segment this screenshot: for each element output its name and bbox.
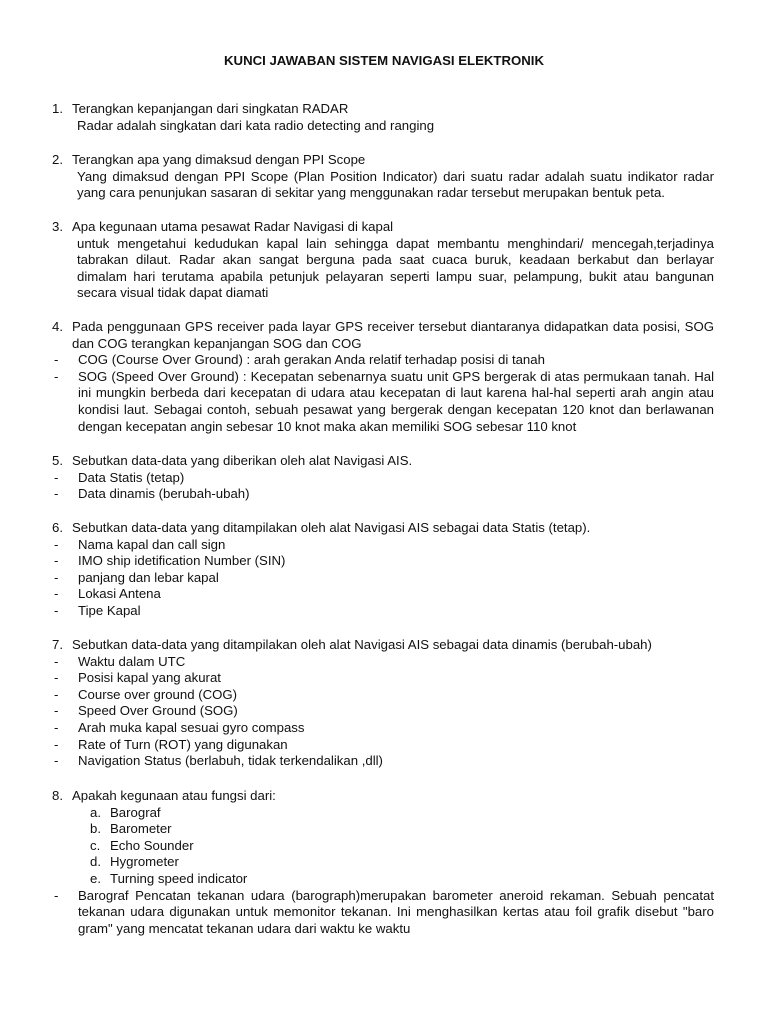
list-item: - Tipe Kapal (54, 602, 141, 618)
question-number: 3. (52, 219, 63, 234)
answer-list (52, 537, 714, 620)
answer-list (52, 654, 714, 770)
question-text: Apakah kegunaan atau fungsi dari: (72, 788, 276, 803)
dash-bullet: - (54, 553, 59, 569)
answer-list (52, 352, 714, 435)
question-number: 7. (52, 637, 63, 652)
dash-bullet: - (54, 586, 59, 602)
list-item: - panjang dan lebar kapal (54, 569, 219, 585)
dash-bullet: - (54, 486, 59, 502)
list-item: - IMO ship idetification Number (SIN) (54, 553, 286, 569)
answer-text: untuk mengetahui kedudukan kapal lain sehingga dapat membantu menghindari/ mencegah,terjadinya tabrakan dilaut. Radar akan sangat berguna pada saat cuaca buruk, keadaan berkabut dan berlayar dimalam hari terutama apabila petunjuk pelayaran seperti lampu suar, pelampung, bukit atau bangunan secara visual tidak dapat diamati (77, 235, 714, 301)
answer-list (52, 470, 714, 503)
dash-bullet: - (54, 686, 59, 702)
sub-question: c. Echo Sounder (90, 837, 194, 853)
sub-question: d. Hygrometer (90, 854, 179, 870)
question-number: 2. (52, 152, 63, 167)
question-6 (52, 520, 714, 620)
list-item: - Posisi kapal yang akurat (54, 670, 221, 686)
list-item: - Course over ground (COG) (54, 686, 238, 702)
list-item: - Barograf Pencatan tekanan udara (barograph)merupakan barometer aneroid rekaman. Sebuah pencatat tekanan udara digunakan untuk memonitor tekanan. Ini menghasilkan kertas atau foil grafik disebut "baro gram" yang mencatat tekanan udara dari waktu ke waktu (54, 887, 714, 936)
question-5 (52, 453, 714, 503)
sub-question: e. Turning speed indicator (90, 870, 248, 886)
question-number: 5. (52, 453, 63, 468)
list-item: - Navigation Status (berlabuh, tidak terkendalikan ,dll) (54, 753, 383, 769)
question-number: 6. (52, 520, 63, 535)
question-text: Terangkan kepanjangan dari singkatan RADAR (72, 101, 349, 116)
list-item: - Lokasi Antena (54, 586, 161, 602)
dash-bullet: - (54, 887, 59, 903)
sub-question-list (52, 805, 714, 888)
list-item: - SOG (Speed Over Ground) : Kecepatan sebenarnya suatu unit GPS bergerak di atas permukaan tanah. Hal ini mungkin berbeda dari kecepatan di udara atau kecepatan di laut karena hal-hal seperti arah angin atau kondisi laut. Sebagai contoh, sebuah pesawat yang bergerak dengan kecepatan 120 knot dan berlawanan dengan kecepatan angin sebesar 10 knot maka akan memiliki SOG sebesar 110 knot (54, 368, 714, 434)
question-number: 8. (52, 788, 63, 803)
dash-bullet: - (54, 569, 59, 585)
question-number: 1. (52, 101, 63, 116)
dash-bullet: - (54, 469, 59, 485)
question-text: Pada penggunaan GPS receiver pada layar GPS receiver tersebut diantaranya didapatkan data posisi, SOG dan COG terangkan kepanjangan SOG dan COG (72, 319, 714, 351)
dash-bullet: - (54, 368, 59, 384)
dash-bullet: - (54, 736, 59, 752)
sub-question: a. Barograf (90, 804, 161, 820)
answer-text: Radar adalah singkatan dari kata radio detecting and ranging (77, 117, 435, 133)
question-text: Terangkan apa yang dimaksud dengan PPI Scope (72, 152, 366, 167)
dash-bullet: - (54, 670, 59, 686)
list-item: - Data Statis (tetap) (54, 469, 185, 485)
question-text: Apa kegunaan utama pesawat Radar Navigasi di kapal (72, 219, 394, 234)
question-1 (52, 101, 714, 134)
list-item: - Rate of Turn (ROT) yang digunakan (54, 736, 288, 752)
document-title: KUNCI JAWABAN SISTEM NAVIGASI ELEKTRONIK (224, 53, 544, 68)
list-item: - Waktu dalam UTC (54, 653, 186, 669)
question-text: Sebutkan data-data yang ditampilakan oleh alat Navigasi AIS sebagai data Statis (tetap). (72, 520, 591, 535)
dash-bullet: - (54, 703, 59, 719)
dash-bullet: - (54, 753, 59, 769)
answer-list (52, 888, 714, 938)
question-number: 4. (52, 319, 63, 334)
list-item: - Arah muka kapal sesuai gyro compass (54, 719, 305, 735)
question-text: Sebutkan data-data yang ditampilakan oleh alat Navigasi AIS sebagai data dinamis (berubah-ubah) (72, 637, 652, 652)
question-3 (52, 219, 714, 302)
list-item: - Data dinamis (berubah-ubah) (54, 486, 250, 502)
dash-bullet: - (54, 719, 59, 735)
question-text: Sebutkan data-data yang diberikan oleh alat Navigasi AIS. (72, 453, 413, 468)
question-4 (52, 319, 714, 435)
list-item: - Speed Over Ground (SOG) (54, 703, 238, 719)
question-2 (52, 152, 714, 202)
list-item: - COG (Course Over Ground) : arah gerakan Anda relatif terhadap posisi di tanah (54, 352, 545, 368)
sub-question: b. Barometer (90, 821, 172, 837)
question-8 (52, 788, 714, 937)
question-7 (52, 637, 714, 770)
list-item: - Nama kapal dan call sign (54, 536, 226, 552)
dash-bullet: - (54, 536, 59, 552)
answer-text: Yang dimaksud dengan PPI Scope (Plan Position Indicator) dari suatu radar adalah suatu indikator radar yang cara penunjukan sasaran di sekitar yang menggunakan radar tersebut merupakan bentuk peta. (77, 168, 714, 201)
dash-bullet: - (54, 653, 59, 669)
dash-bullet: - (54, 602, 59, 618)
dash-bullet: - (54, 352, 59, 368)
